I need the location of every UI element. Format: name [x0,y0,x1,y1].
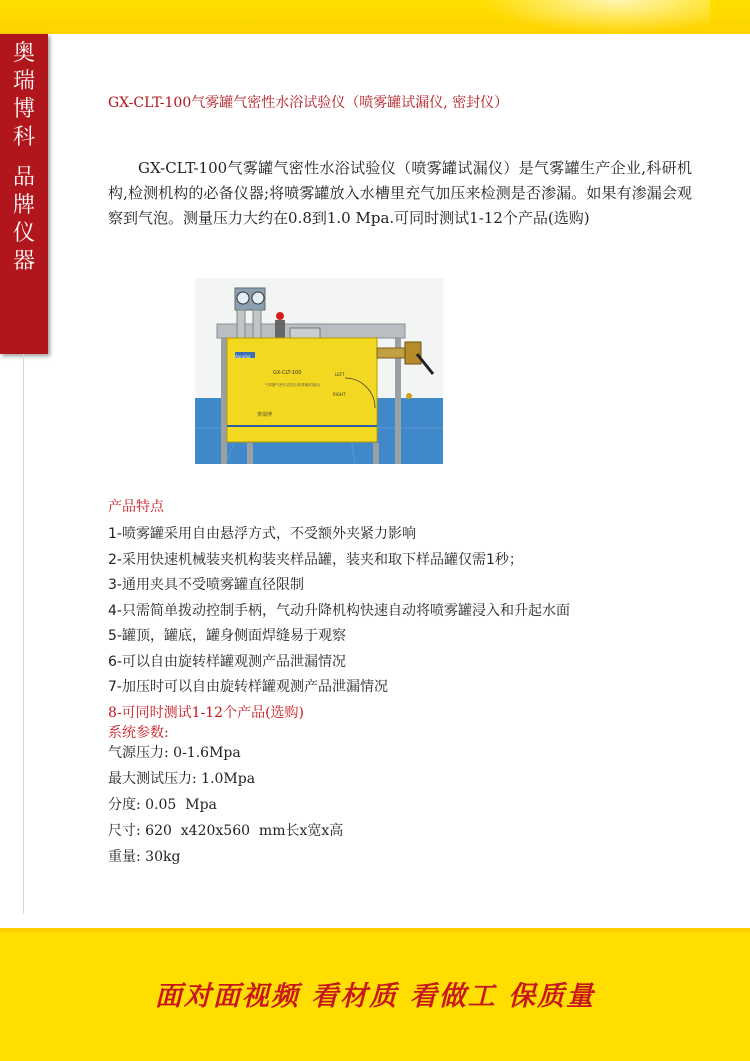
params-heading: 系统参数: [108,725,169,741]
brand-char: 仪 [12,221,35,246]
feature-item: 4-只需简单拨动控制手柄，气动升降机构快速自动将喷雾罐浸入和升起水面 [108,602,570,619]
feature-item: 5-罐顶，罐底，罐身侧面焊缝易于观察 [108,628,346,644]
water-bath-tester-image [195,278,443,464]
panel-label-right: RIGHT [333,392,346,397]
feature-item-highlight: 8-可同时测试1-12个产品(选购) [108,704,305,721]
param-item: 气源压力: 0-1.6Mpa [108,745,241,761]
param-item: 分度: 0.05 Mpa [108,797,217,813]
panel-footer-brand: 奥瑞博 [257,412,273,418]
panel-model: GX-CLT-100 [273,370,302,376]
param-item: 最大测试压力: 1.0Mpa [108,771,256,787]
feature-item: 3-通用夹具不受喷雾罐直径限制 [108,577,304,593]
brand-char: 品 [12,165,35,190]
product-title: GX-CLT-100气雾罐气密性水浴试验仪（喷雾罐试漏仪, 密封仪） [108,95,509,111]
feature-item: 2-采用快速机械装夹机构装夹样品罐，装夹和取下样品罐仅需1秒； [108,551,523,568]
top-banner [0,0,750,34]
feature-item: 6-可以自由旋转样罐观测产品泄漏情况 [108,653,346,670]
feature-item: 1-喷雾罐采用自由悬浮方式，不受额外夹紧力影响 [108,526,416,542]
panel-label-left: LEFT [335,372,345,377]
brand-side-tab [0,34,48,354]
product-intro: GX-CLT-100气雾罐气密性水浴试验仪（喷雾罐试漏仪）是气雾罐生产企业,科研机构,检测机构的必备仪器;将喷雾罐放入水槽里充气加压来检测是否渗漏。如果有渗漏会观察到气泡。测量压力大约在0.8到1.0 Mpa.可同时测试1-12个产品(选购) [108,159,692,227]
panel-brand: Aoruibo [235,354,251,359]
brand-char: 瑞 [12,69,35,94]
features-list [108,522,728,726]
features-heading: 产品特点 [108,499,164,515]
brand-char: 博 [12,97,35,122]
params-list [108,740,728,870]
brand-char: 牌 [12,193,35,218]
product-photo [195,278,443,464]
param-item: 尺寸: 620 x420x560 mm长x宽x高 [108,823,344,839]
panel-name: 气雾罐气密性试验仪(喷雾罐试漏仪) [265,383,321,387]
param-item: 重量: 30kg [108,849,181,865]
bottom-banner-edge [0,928,750,932]
brand-char: 科 [12,125,35,150]
feature-item: 7-加压时可以自由旋转样罐观测产品泄漏情况 [108,679,388,695]
slogan: 面对面视频 看材质 看做工 保质量 [154,981,596,1012]
divider-line [23,354,24,914]
brand-char: 奥 [12,41,35,66]
brand-char: 器 [12,249,35,274]
banner-highlight [480,0,710,34]
